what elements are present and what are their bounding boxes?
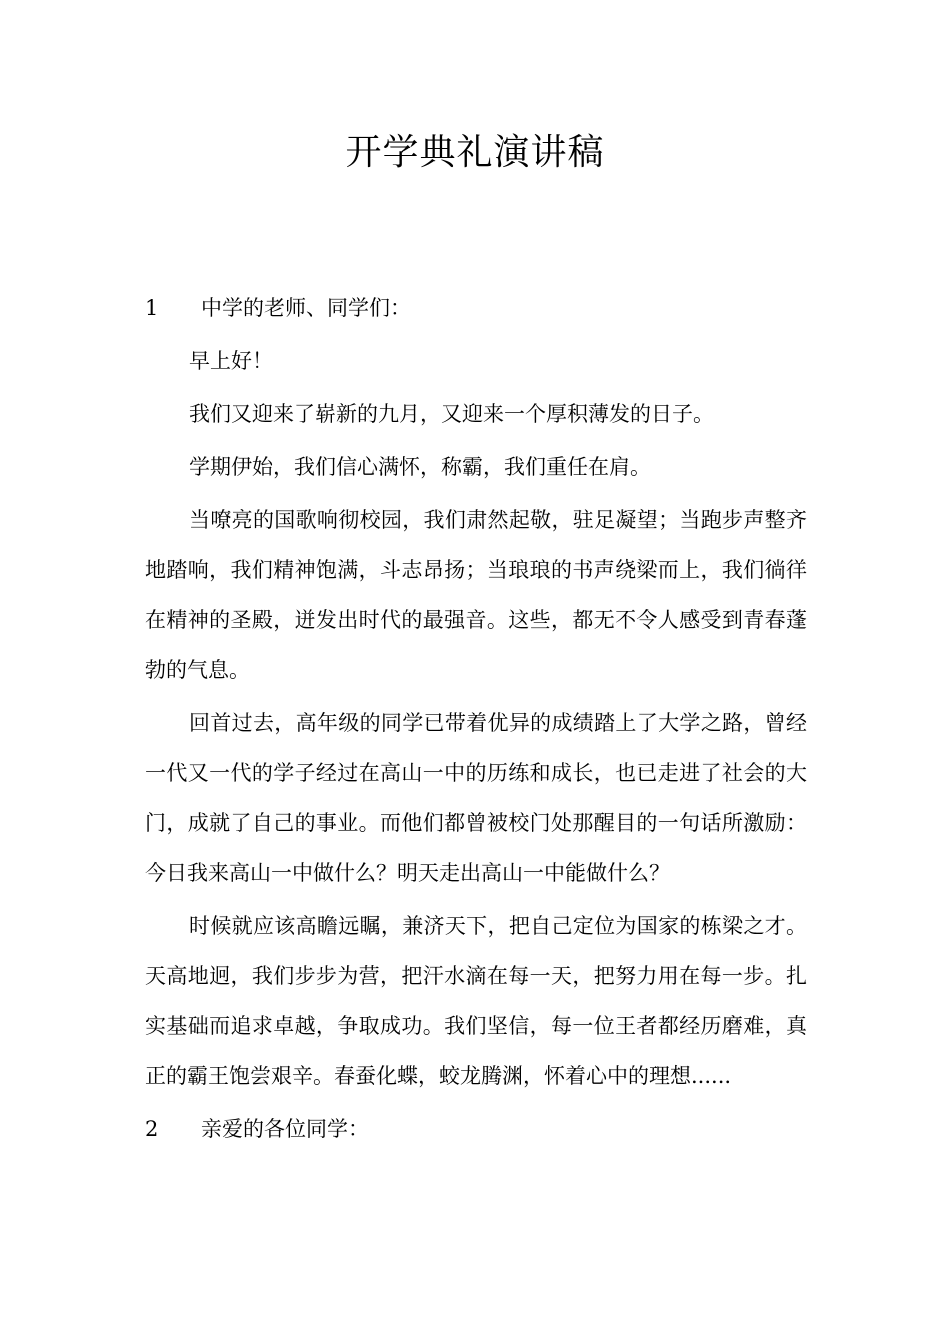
section-heading-1	[145, 283, 807, 333]
paragraph: 回首过去，高年级的同学已带着优异的成绩踏上了大学之路，曾经一代又一代的学子经过在高山一中的历练和成长，也已走进了社会的大门，成就了自己的事业。而他们都曾被校门处那醒目的一句话所激励：今日我来高山一中做什么？明天走出高山一中能做什么？	[145, 711, 807, 885]
section-number: 2	[145, 1117, 159, 1141]
section-heading-text: 中学的老师、同学们：	[201, 296, 411, 320]
document-title: 开学典礼演讲稿	[345, 132, 605, 173]
document-body	[145, 283, 807, 1157]
paragraph: 学期伊始，我们信心满怀，称霸，我们重任在肩。	[189, 455, 651, 479]
paragraph: 早上好！	[189, 349, 273, 373]
paragraph: 当嘹亮的国歌响彻校园，我们肃然起敬，驻足凝望；当跑步声整齐地踏响，我们精神饱满，斗志昂扬；当琅琅的书声绕梁而上，我们徜徉在精神的圣殿，迸发出时代的最强音。这些，都无不令人感受到青春蓬勃的气息。	[145, 508, 807, 682]
section-heading-text: 亲爱的各位同学：	[201, 1117, 369, 1141]
section-number: 1	[145, 296, 159, 320]
paragraph: 时候就应该高瞻远瞩，兼济天下，把自己定位为国家的栋梁之才。天高地迥，我们步步为营，把汗水滴在每一天，把努力用在每一步。扎实基础而追求卓越，争取成功。我们坚信，每一位王者都经历磨难，真正的霸王饱尝艰辛。春蚕化蝶，蛟龙腾渊，怀着心中的理想......	[145, 914, 807, 1088]
section-heading-2	[145, 1104, 807, 1154]
paragraph: 我们又迎来了崭新的九月，又迎来一个厚积薄发的日子。	[189, 402, 714, 426]
